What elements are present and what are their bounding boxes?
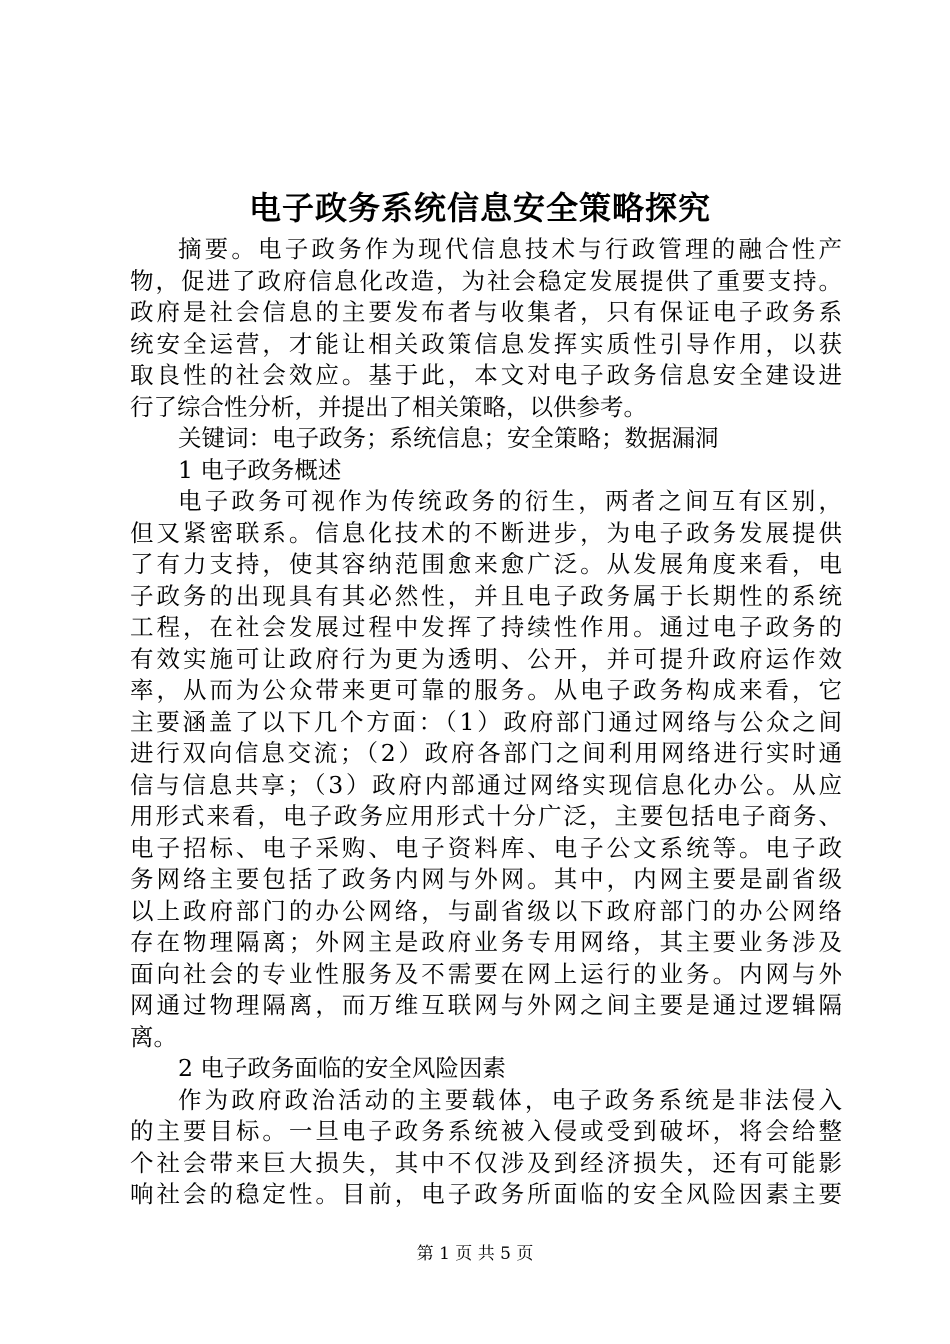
text-line: 网通过物理隔离，而万维互联网与外网之间主要是通过逻辑隔	[130, 991, 842, 1019]
text-line: 进行双向信息交流；（2）政府各部门之间利用网络进行实时通	[130, 739, 842, 767]
text-line: 统安全运营，才能让相关政策信息发挥实质性引导作用，以获	[130, 329, 842, 358]
text-line: 响社会的稳定性。目前，电子政务所面临的安全风险因素主要	[130, 1180, 842, 1208]
text-line: 的主要目标。一旦电子政务系统被入侵或受到破坏，将会给整	[130, 1117, 842, 1145]
text-line: 面向社会的专业性服务及不需要在网上运行的业务。内网与外	[130, 959, 842, 988]
text-line: 以上政府部门的办公网络，与副省级以下政府部门的办公网络	[130, 896, 842, 925]
text-line: 取良性的社会效应。基于此，本文对电子政务信息安全建设进	[130, 361, 842, 389]
text-line: 工程，在社会发展过程中发挥了持续性作用。通过电子政务的	[130, 613, 842, 641]
text-line: 离。	[130, 1022, 177, 1051]
text-line: 率，从而为公众带来更可靠的服务。从电子政务构成来看，它	[130, 676, 842, 704]
text-line: 2 电子政务面临的安全风险因素	[178, 1054, 506, 1082]
text-line: 子政务的出现具有其必然性，并且电子政务属于长期性的系统	[130, 581, 842, 610]
text-line: 摘要。电子政务作为现代信息技术与行政管理的融合性产	[178, 235, 842, 263]
text-line: 有效实施可让政府行为更为透明、公开，并可提升政府运作效	[130, 644, 842, 673]
page-footer: 第 1 页 共 5 页	[416, 1244, 534, 1264]
text-line: 政府是社会信息的主要发布者与收集者，只有保证电子政务系	[130, 298, 842, 326]
text-line: 务网络主要包括了政务内网与外网。其中，内网主要是副省级	[130, 865, 842, 893]
text-line: 了有力支持，使其容纳范围愈来愈广泛。从发展角度来看，电	[130, 550, 842, 578]
text-line: 用形式来看，电子政务应用形式十分广泛，主要包括电子商务、	[130, 802, 842, 830]
text-line: 电子招标、电子采购、电子资料库、电子公文系统等。电子政	[130, 833, 842, 862]
text-line: 主要涵盖了以下几个方面：（1）政府部门通过网络与公众之间	[130, 707, 842, 736]
document-body	[130, 234, 842, 1211]
document-title: 电子政务系统信息安全策略探究	[248, 189, 711, 227]
text-line: 行了综合性分析，并提出了相关策略，以供参考。	[130, 392, 647, 421]
text-line: 但又紧密联系。信息化技术的不断进步，为电子政务发展提供	[130, 518, 842, 547]
text-line: 1 电子政务概述	[178, 455, 342, 484]
text-line: 信与信息共享；（3）政府内部通过网络实现信息化办公。从应	[130, 770, 842, 799]
text-line: 关键词：电子政务；系统信息；安全策略；数据漏洞	[178, 424, 719, 452]
text-line: 电子政务可视作为传统政务的衍生，两者之间互有区别，	[178, 487, 842, 515]
text-line: 作为政府政治活动的主要载体，电子政务系统是非法侵入	[178, 1085, 842, 1114]
text-line: 存在物理隔离；外网主是政府业务专用网络，其主要业务涉及	[130, 928, 842, 956]
text-line: 个社会带来巨大损失，其中不仅涉及到经济损失，还有可能影	[130, 1148, 842, 1177]
text-line: 物，促进了政府信息化改造，为社会稳定发展提供了重要支持。	[130, 266, 842, 295]
